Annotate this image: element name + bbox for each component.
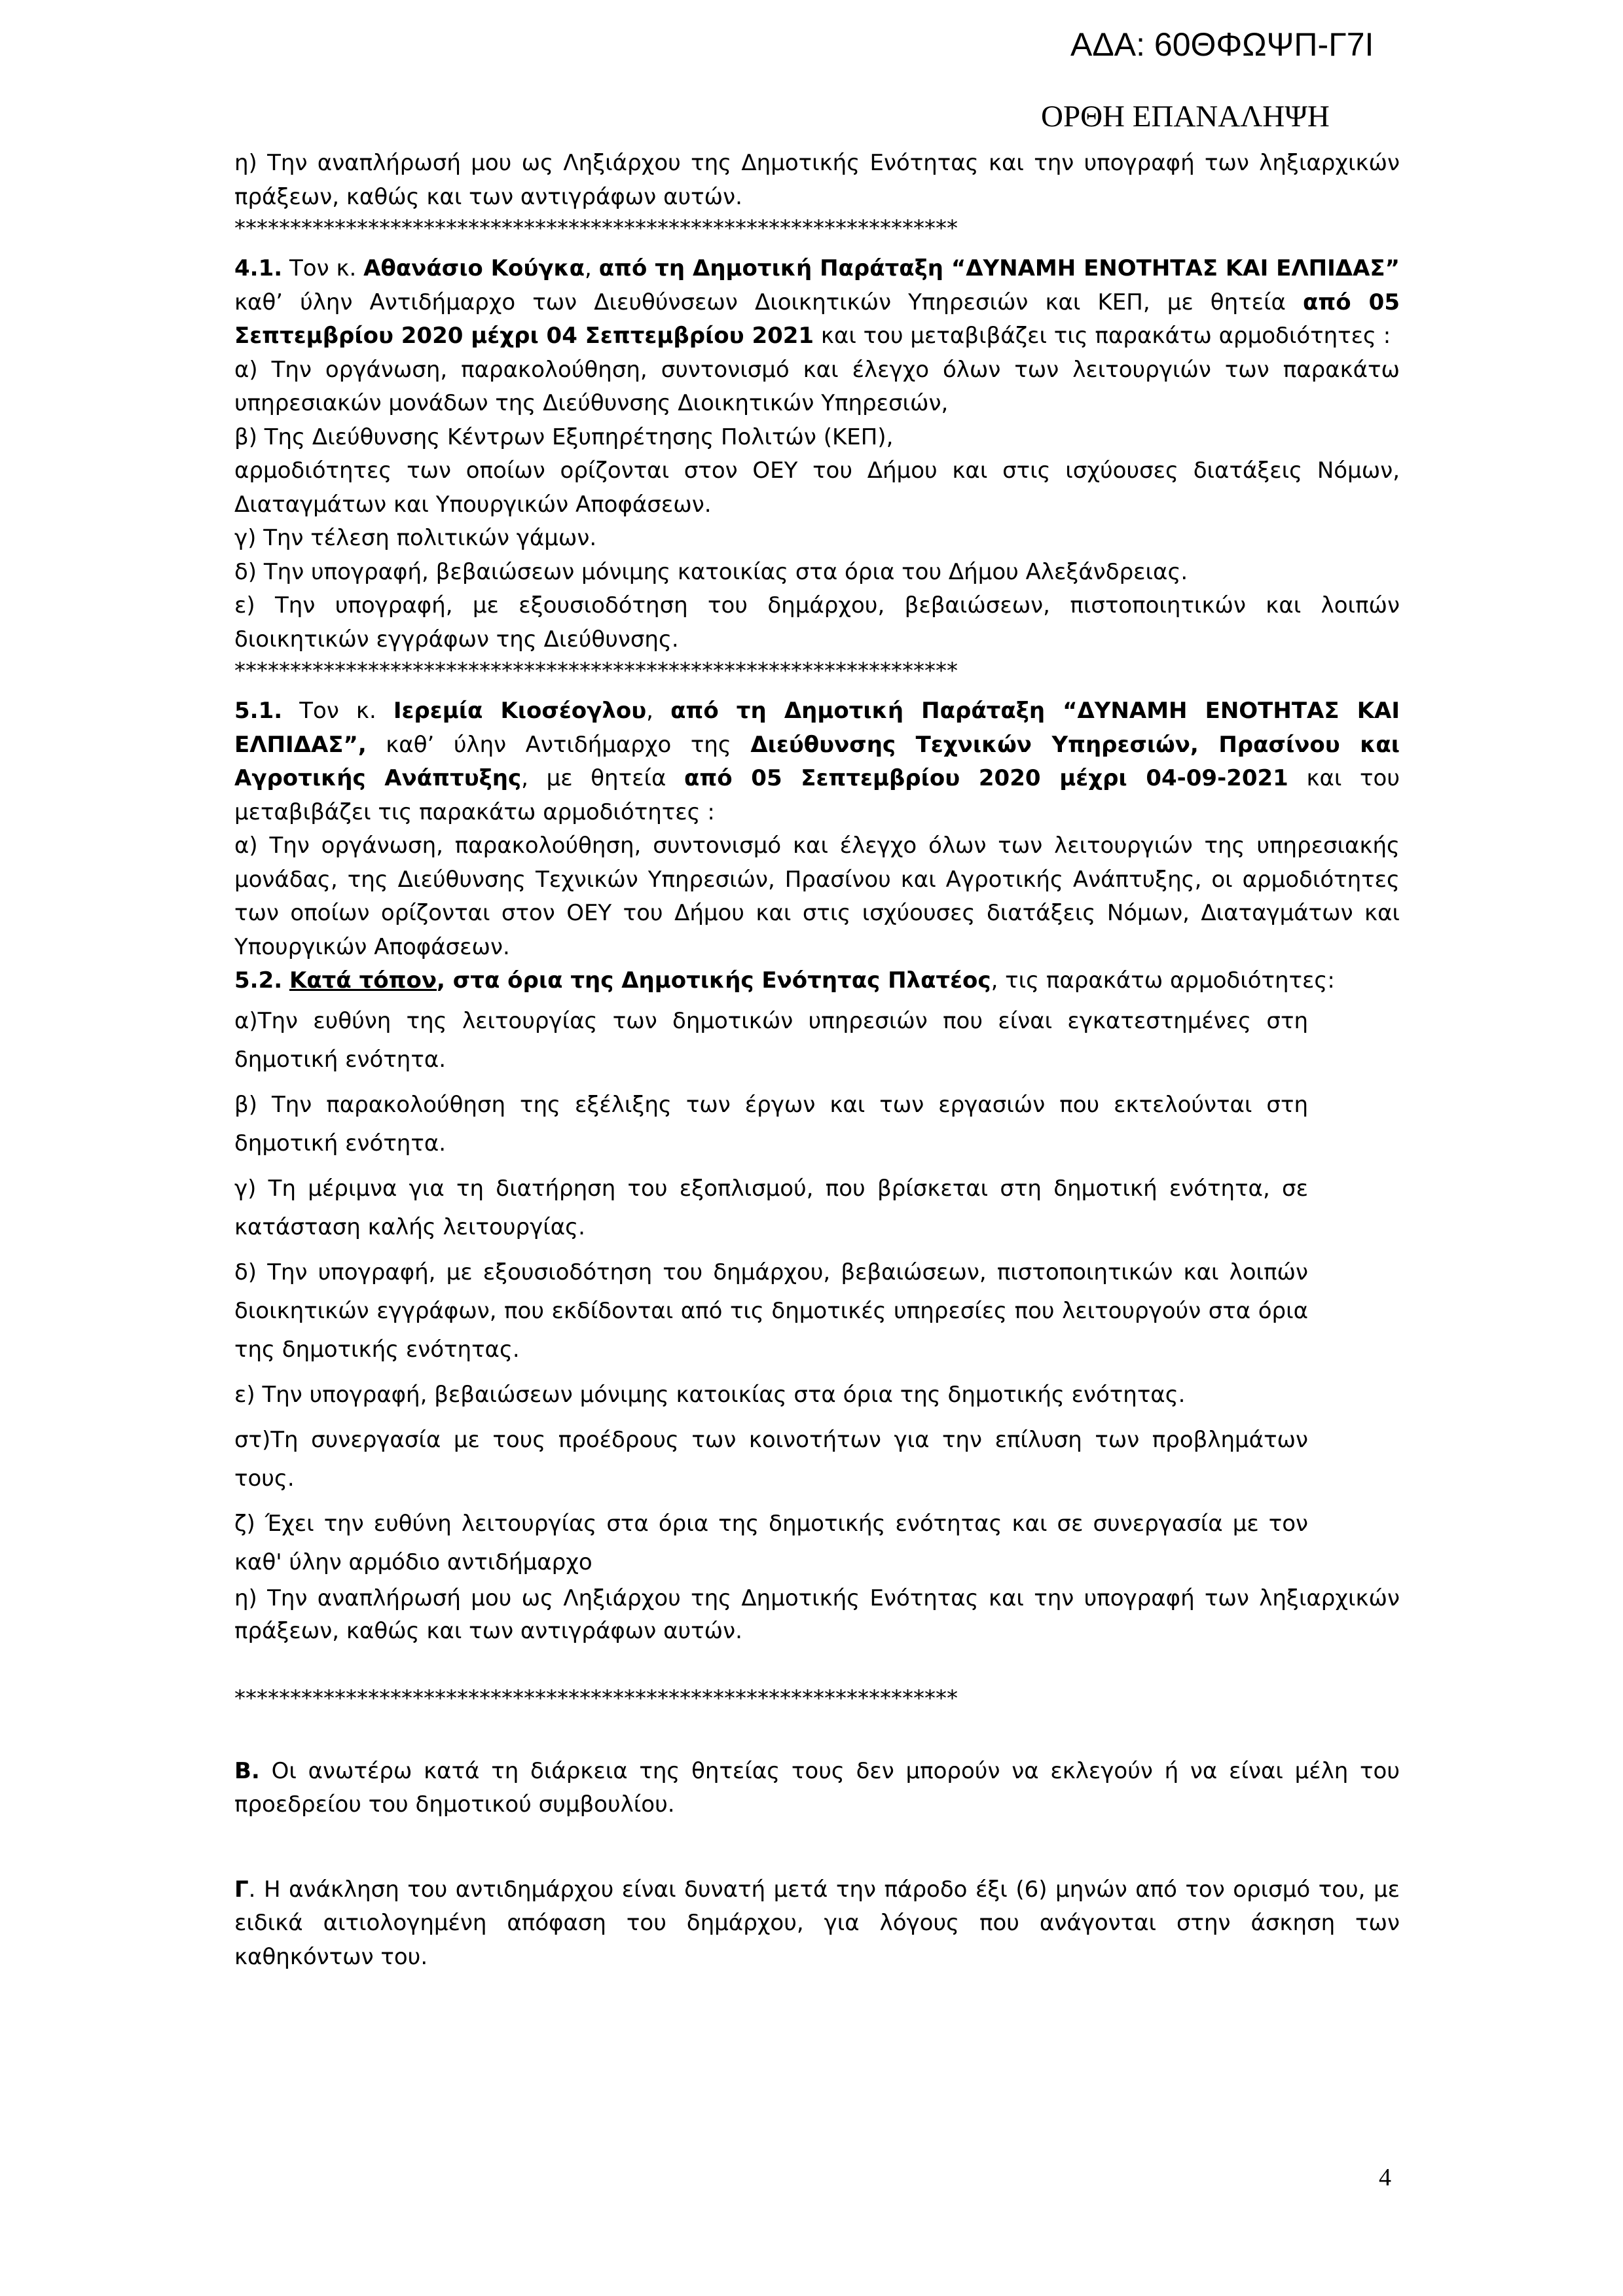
item-alpha: α) Την οργάνωση, παρακολούθηση, συντονισμό και έλεγχο όλων των λειτουργιών των παρακάτω υπηρεσιακών μονάδων της Διεύθυνσης Διοικητικών Υπηρεσιών,	[234, 356, 1400, 416]
municipal-unit: , στα όρια της Δημοτικής Ενότητας Πλατέος	[437, 967, 991, 994]
list-item: στ)Τη συνεργασία με τους προέδρους των κοινοτήτων για την επίλυση των προβλημάτων τους.	[234, 1426, 1308, 1492]
list-item: β) Την παρακολούθηση της εξέλιξης των έργων και των εργασιών που εκτελούνται στη δημοτική ενότητα.	[234, 1091, 1308, 1157]
section-label: Β.	[234, 1757, 260, 1784]
separator-stars: *****************************************************************	[234, 658, 958, 684]
kata-topon: Κατά τόπον	[289, 967, 437, 994]
section-b-paragraph: Β. Οι ανωτέρω κατά τη διάρκεια της θητείας τους δεν μπορούν να εκλεγούν ή να είναι μέλη του προεδρείου του δημοτικού συμβουλίου.	[234, 1757, 1400, 1818]
party-name: από τη Δημοτική Παράταξη “ΔΥΝΑΜΗ ΕΝΟΤΗΤΑΣ ΚΑΙ ΕΛΠΙΔΑΣ”	[598, 255, 1400, 281]
list-item: δ) Την υπογραφή, με εξουσιοδότηση του δημάρχου, βεβαιώσεων, πιστοποιητικών και λοιπών διοικητικών εγγράφων, που εκδίδονται από τις δημοτικές υπηρεσίες που λειτουργούν στα όρια της δημοτικής ενότητας.	[234, 1259, 1308, 1363]
deputy-mayor-name: Αθανάσιο Κούγκα	[363, 255, 585, 281]
section-5-1-heading: 5.1. Τον κ. Ιερεμία Κιοσέογλου, από τη Δημοτική Παράταξη “ΔΥΝΑΜΗ ΕΝΟΤΗΤΑΣ ΚΑΙ ΕΛΠΙΔΑΣ”, καθ’ ύλην Αντιδήμαρχο της Διεύθυνσης Τεχνικών Υπηρεσιών, Πρασίνου και Αγροτικής Ανάπτυξης, με θητεία από 05 Σεπτεμβρίου 2020 μέχρι 04-09-2021 και του μεταβιβάζει τις παρακάτω αρμοδιότητες :	[234, 698, 1400, 825]
section-g-paragraph: Γ. Η ανάκληση του αντιδημάρχου είναι δυνατή μετά την πάροδο έξι (6) μηνών από τον ορισμό του, με ειδικά αιτιολογημένη απόφαση του δημάρχου, για λόγους που ανάγονται στην άσκηση των καθηκόντων του.	[234, 1876, 1400, 1970]
deputy-mayor-name: Ιερεμία Κιοσέογλου	[393, 698, 647, 724]
list-item: ε) Την υπογραφή, βεβαιώσεων μόνιμης κατοικίας στα όρια της δημοτικής ενότητας.	[234, 1381, 1186, 1408]
intro-eta-paragraph: η) Την αναπλήρωσή μου ως Ληξιάρχου της Δημοτικής Ενότητας και την υπογραφή των ληξιαρχικών πράξεων, καθώς και των αντιγράφων αυτών.	[234, 150, 1400, 210]
list-item: ζ) Έχει την ευθύνη λειτουργίας στα όρια της δημοτικής ενότητας και σε συνεργασία με τον καθ' ύλην αρμόδιο αντιδήμαρχο	[234, 1510, 1308, 1575]
item-eta: η) Την αναπλήρωσή μου ως Ληξιάρχου της Δημοτικής Ενότητας και την υπογραφή των ληξιαρχικών πράξεων, καθώς και των αντιγράφων αυτών.	[234, 1585, 1400, 1644]
ada-code: ΑΔΑ: 60ΘΦΩΨΠ-Γ7Ι	[1070, 26, 1374, 63]
section-number: 5.1.	[234, 698, 283, 724]
item-beta: β) Της Διεύθυνσης Κέντρων Εξυπηρέτησης Πολιτών (ΚΕΠ),	[234, 423, 894, 450]
separator-stars: *****************************************************************	[234, 215, 958, 242]
section-label: Γ	[234, 1876, 249, 1903]
section-4-1-heading: 4.1. Τον κ. Αθανάσιο Κούγκα, από τη Δημοτική Παράταξη “ΔΥΝΑΜΗ ΕΝΟΤΗΤΑΣ ΚΑΙ ΕΛΠΙΔΑΣ” καθ’ ύλην Αντιδήμαρχο των Διευθύνσεων Διοικητικών Υπηρεσιών και ΚΕΠ, με θητεία από 05 Σεπτεμβρίου 2020 μέχρι 04 Σεπτεμβρίου 2021 και του μεταβιβάζει τις παρακάτω αρμοδιότητες :	[234, 255, 1400, 349]
item-epsilon: ε) Την υπογραφή, με εξουσιοδότηση του δημάρχου, βεβαιώσεων, πιστοποιητικών και λοιπών διοικητικών εγγράφων της Διεύθυνσης.	[234, 592, 1400, 653]
document-body	[234, 147, 1400, 1974]
term-dates: από 05 Σεπτεμβρίου 2020 μέχρι 04 Σεπτεμβρίου 2021	[234, 289, 1400, 349]
term-dates: από 05 Σεπτεμβρίου 2020 μέχρι 04-09-2021	[684, 765, 1288, 791]
correction-label: ΟΡΘΗ ΕΠΑΝΑΛΗΨΗ	[1041, 99, 1330, 134]
page-number: 4	[1379, 2164, 1391, 2191]
department-name: Διεύθυνσης Τεχνικών Υπηρεσιών, Πρασίνου και Αγροτικής Ανάπτυξης	[234, 731, 1400, 791]
list-item: γ) Τη μέριμνα για τη διατήρηση του εξοπλισμού, που βρίσκεται στη δημοτική ενότητα, σε κατάσταση καλής λειτουργίας.	[234, 1175, 1308, 1240]
local-competences-list	[234, 1002, 1308, 1582]
section-number: 4.1.	[234, 255, 283, 281]
item-delta: δ) Την υπογραφή, βεβαιώσεων μόνιμης κατοικίας στα όρια του Δήμου Αλεξάνδρειας.	[234, 558, 1188, 585]
item-beta-cont: αρμοδιότητες των οποίων ορίζονται στον ΟΕΥ του Δήμου και στις ισχύουσες διατάξεις Νόμων, Διαταγμάτων και Υπουργικών Αποφάσεων.	[234, 457, 1400, 518]
list-item: α)Την ευθύνη της λειτουργίας των δημοτικών υπηρεσιών που είναι εγκατεστημένες στη δημοτική ενότητα.	[234, 1007, 1308, 1073]
section-number: 5.2.	[234, 967, 283, 994]
section-5-2-heading: 5.2. Κατά τόπον, στα όρια της Δημοτικής Ενότητας Πλατέος, τις παρακάτω αρμοδιότητες:	[234, 967, 1335, 994]
separator-stars: *****************************************************************	[234, 1685, 958, 1712]
party-name: από τη Δημοτική Παράταξη “ΔΥΝΑΜΗ ΕΝΟΤΗΤΑΣ ΚΑΙ ΕΛΠΙΔΑΣ”,	[234, 698, 1400, 758]
item-alpha: α) Την οργάνωση, παρακολούθηση, συντονισμό και έλεγχο όλων των λειτουργιών της υπηρεσιακής μονάδας, της Διεύθυνσης Τεχνικών Υπηρεσιών, Πρασίνου και Αγροτικής Ανάπτυξης, οι αρμοδιότητες των οποίων ορίζονται στον ΟΕΥ του Δήμου και στις ισχύουσες διατάξεις Νόμων, Διαταγμάτων και Υπουργικών Αποφάσεων.	[234, 833, 1400, 960]
item-gamma: γ) Την τέλεση πολιτικών γάμων.	[234, 525, 597, 551]
